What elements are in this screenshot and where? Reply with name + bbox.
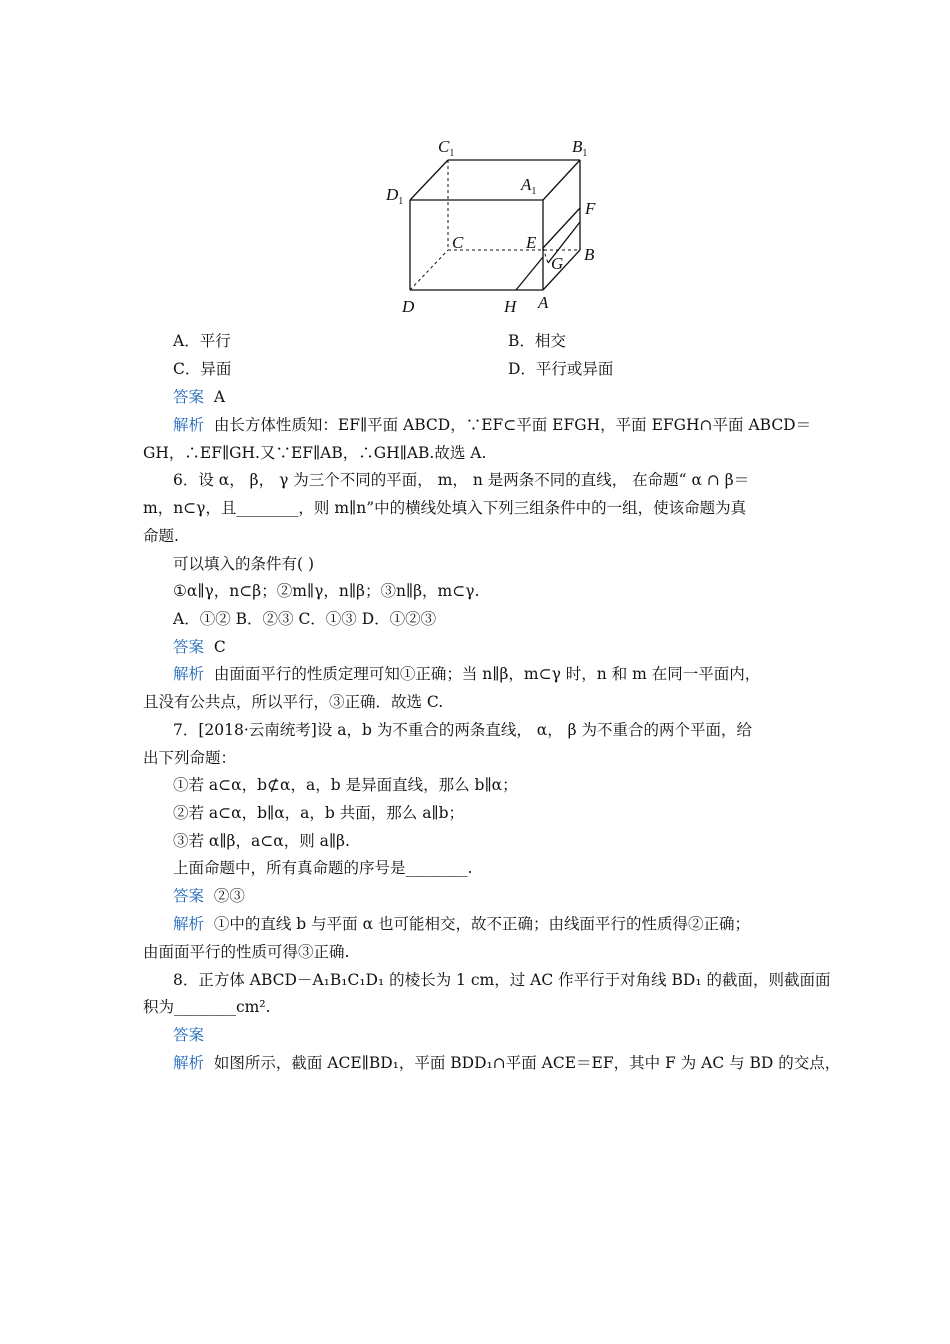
q7-prop-1: ①若 a⊂α，b⊄α，a，b 是异面直线，那么 b∥α； (173, 776, 518, 794)
q8-answer-line (173, 1025, 813, 1045)
analysis-label: 解析 (173, 1054, 205, 1072)
q5-option-d: D．平行或异面 (508, 360, 614, 378)
q5-option-b: B．相交 (508, 332, 566, 350)
q5-answer: A (213, 388, 226, 406)
q5-analysis-line-2: GH，∴EF∥GH.又∵EF∥AB，∴GH∥AB.故选 A. (143, 444, 487, 462)
label-A1: $A_1$ (521, 175, 537, 197)
q5-analysis-line-1 (173, 415, 813, 435)
q7-stem-line-2: 出下列命题： (143, 749, 237, 767)
label-E: E (526, 233, 537, 252)
analysis-label: 解析 (173, 416, 205, 434)
q5-answer-line (173, 387, 813, 407)
edge-A1B1 (543, 160, 580, 200)
hidden-edge-DC (410, 250, 448, 290)
label-G: G (551, 254, 564, 273)
answer-label: 答案 (173, 638, 205, 656)
q7-prop-3: ③若 α∥β，a⊂α，则 a∥β. (173, 832, 350, 850)
q7-answer: ②③ (213, 887, 245, 905)
q7-stem-line-1: 7．[2018·云南统考]设 a，b 为不重合的两条直线， α， β 为不重合的两个平面，给 (173, 721, 753, 739)
q7-prop-2: ②若 a⊂α，b∥α，a，b 共面，那么 a∥b； (173, 804, 465, 822)
q6-answer-line (173, 637, 813, 657)
analysis-label: 解析 (173, 915, 205, 933)
label-B1: $B_1$ (572, 137, 588, 159)
q7-question: 上面命题中，所有真命题的序号是________. (173, 859, 473, 877)
q6-analysis-line-1 (173, 664, 813, 684)
cuboid-diagram (368, 128, 618, 328)
label-D1: $D_1$ (386, 185, 404, 207)
answer-label: 答案 (173, 887, 205, 905)
q6-answer: C (213, 638, 226, 656)
q8-analysis-text-1: 如图所示，截面 ACE∥BD₁，平面 BDD₁∩平面 ACE＝EF，其中 F 为 AC 与 BD 的交点， (213, 1054, 841, 1072)
label-A: A (538, 293, 549, 312)
q8-analysis-line-1 (173, 1053, 841, 1073)
q7-answer-line (173, 886, 813, 906)
q7-analysis-line-2: 由面面平行的性质可得③正确. (143, 943, 350, 961)
q6-stem-line-2: m，n⊂γ，且________，则 m∥n”中的横线处填入下列三组条件中的一组，使该命题为真 (143, 499, 747, 517)
edge-EF (543, 208, 580, 248)
q6-prompt: 可以填入的条件有( ) (173, 555, 315, 573)
label-B: B (584, 245, 595, 264)
analysis-label: 解析 (173, 665, 205, 683)
edge-D1C1 (410, 160, 448, 200)
label-F: F (585, 199, 596, 218)
q5-option-a: A．平行 (173, 332, 231, 350)
q5-analysis-text-1: 由长方体性质知：EF∥平面 ABCD，∵EF⊂平面 EFGH，平面 EFGH∩平面 ABCD＝ (213, 416, 812, 434)
q6-conditions: ①α∥γ，n⊂β；②m∥γ，n∥β；③n∥β，m⊂γ. (173, 582, 480, 600)
q5-option-c: C．异面 (173, 360, 232, 378)
q6-analysis-text-1: 由面面平行的性质定理可知①正确；当 n∥β，m⊂γ 时，n 和 m 在同一平面内， (213, 665, 761, 683)
cuboid-figure (368, 128, 618, 328)
q6-choices: A．①② B．②③ C．①③ D．①②③ (173, 610, 437, 628)
q7-analysis-text-1: ①中的直线 b 与平面 α 也可能相交，故不正确；由线面平行的性质得②正确； (213, 915, 750, 933)
answer-label: 答案 (173, 388, 205, 406)
label-D: D (402, 297, 415, 316)
q6-analysis-line-2: 且没有公共点，所以平行，③正确．故选 C. (143, 693, 444, 711)
label-C: C (452, 233, 464, 252)
q7-analysis-line-1 (173, 914, 813, 934)
q8-stem-line-2: 积为________cm². (143, 998, 271, 1016)
answer-label: 答案 (173, 1026, 205, 1044)
q8-stem-line-1: 8．正方体 ABCD－A₁B₁C₁D₁ 的棱长为 1 cm，过 AC 作平行于对角线 BD₁ 的截面，则截面面 (173, 971, 831, 989)
label-H: H (504, 297, 517, 316)
edge-HE (516, 257, 543, 290)
q6-stem-line-1: 6．设 α， β， γ 为三个不同的平面， m， n 是两条不同的直线， 在命题“ α ∩ β＝ (173, 471, 750, 489)
q6-stem-line-3: 命题. (143, 527, 179, 545)
label-C1: $C_1$ (438, 137, 455, 159)
